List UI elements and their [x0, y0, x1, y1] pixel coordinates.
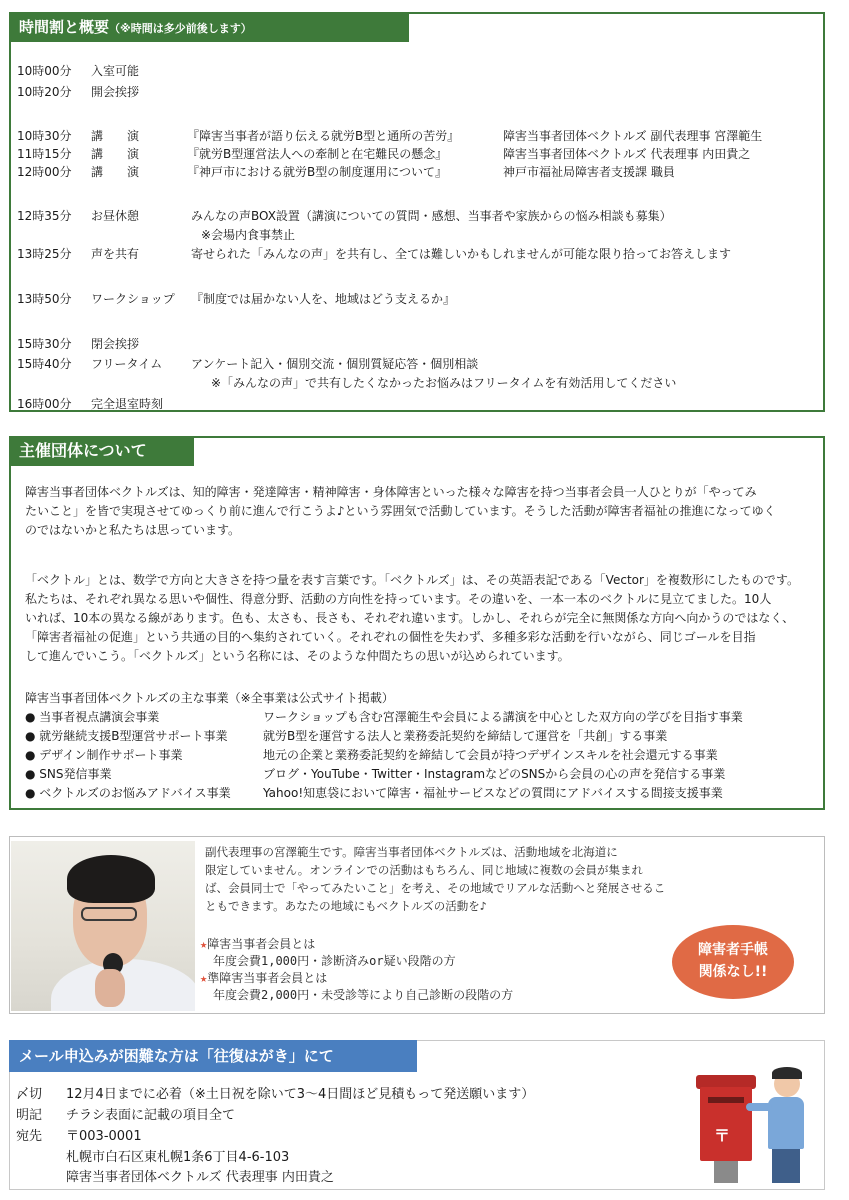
- schedule-time: 15時30分: [17, 337, 72, 351]
- schedule-item: 講 演: [91, 165, 140, 179]
- person-legs: [772, 1149, 800, 1183]
- about-section: [9, 436, 825, 810]
- schedule-title: 時間割と概要: [19, 18, 110, 36]
- mail-title: メール申込みが困難な方は「往復はがき」にて: [19, 1047, 334, 1065]
- about-paragraph-1: [25, 483, 815, 540]
- schedule-item: 開会挨拶: [91, 85, 140, 99]
- schedule-speaker: 障害当事者団体ベクトルズ 代表理事 内田貴之: [503, 147, 751, 161]
- schedule-time: 12時00分: [17, 165, 72, 179]
- about-p1-line: たいこと」を皆で実現させてゆっくり前に進んで行こうよ♪という雰囲気で活動しています。そうした活動が障害者福祉の推進になってゆく: [25, 504, 776, 518]
- schedule-item: 声を共有: [91, 247, 140, 261]
- mail-value: チラシ表面に記載の項目全て: [66, 1108, 236, 1123]
- schedule-item: ワークショップ: [91, 292, 175, 306]
- star-icon: ★: [200, 971, 208, 985]
- about-p1-line: 障害当事者団体ベクトルズは、知的障害・発達障害・精神障害・身体障害といった様々な障害を持つ当事者会員一人ひとりが「やってみ: [25, 485, 757, 499]
- postbox-stand: [714, 1161, 738, 1183]
- mail-header: [9, 1040, 417, 1072]
- service-name: ● デザイン制作サポート事業: [25, 748, 183, 762]
- about-paragraph-2: [25, 571, 815, 666]
- postbox-body: [700, 1087, 752, 1161]
- schedule-item: 講 演: [91, 147, 140, 161]
- schedule-item: お昼休憩: [91, 209, 140, 223]
- schedule-time: 13時25分: [17, 247, 72, 261]
- service-desc: 就労B型を運営する法人と業務委託契約を締結して運営を「共創」する事業: [263, 729, 668, 743]
- address-line-2: 障害当事者団体ベクトルズ 代表理事 内田貴之: [66, 1170, 334, 1185]
- member2-desc: 年度会費2,000円・未受診等により自己診断の段階の方: [213, 988, 514, 1002]
- service-name: ● 就労継続支援B型運営サポート事業: [25, 729, 228, 743]
- message-section: [9, 836, 825, 1014]
- member1-title: 障害当事者会員とは: [207, 937, 316, 951]
- post-mark-icon: 〒: [714, 1126, 731, 1145]
- about-title: 主催団体について: [19, 441, 147, 460]
- mail-label: 明記: [16, 1108, 43, 1123]
- badge-line-1: 障害者手帳: [698, 942, 768, 958]
- badge: [672, 925, 794, 999]
- schedule-time: 10時00分: [17, 64, 72, 78]
- mail-section: [9, 1040, 825, 1190]
- service-desc: 地元の企業と業務委託契約を締結して会員が持つデザインスキルを社会還元する事業: [263, 748, 718, 762]
- about-p2-line: 「障害者福祉の促進」という共通の目的へ集約されていく。それぞれの個性を失わず、多種多彩な活動を行いながら、同じゴールを目指: [25, 630, 756, 644]
- schedule-desc: 『就労B型運営法人への牽制と在宅難民の懸念』: [187, 147, 448, 161]
- badge-line-2: 関係なし!!: [698, 964, 768, 980]
- service-name: ● SNS発信事業: [25, 767, 112, 781]
- schedule-time: 16時00分: [17, 397, 72, 411]
- schedule-desc: 『障害当事者が語り伝える就労B型と通所の苦労』: [187, 129, 460, 143]
- service-desc: ワークショップも含む宮澤範生や会員による講演を中心とした双方向の学びを目指す事業: [263, 710, 743, 724]
- schedule-desc: ※会場内食事禁止: [201, 228, 296, 242]
- hair: [67, 855, 155, 903]
- about-p2-line: いれば、10本の異なる線があります。色も、太さも、長さも、それぞれ違います。しかし、それらが完全に無関係な方向へ向かうのではなく、: [25, 611, 795, 625]
- schedule-time: 12時35分: [17, 209, 72, 223]
- schedule-item: 閉会挨拶: [91, 337, 140, 351]
- schedule-item: 入室可能: [91, 64, 140, 78]
- schedule-time: 10時30分: [17, 129, 72, 143]
- star-icon: ★: [200, 937, 208, 951]
- mail-label: 宛先: [16, 1129, 43, 1144]
- schedule-desc: みんなの声BOX設置（講演についての質問・感想、当事者や家族からの悩み相談も募集）: [191, 209, 672, 223]
- postbox-illustration: [690, 1063, 810, 1187]
- schedule-desc: 寄せられた「みんなの声」を共有し、全ては難しいかもしれませんが可能な限り拾ってお答えします: [191, 247, 732, 261]
- schedule-header: [9, 12, 409, 42]
- hand: [95, 969, 125, 1007]
- address-line-1: 札幌市白石区東札幌1条6丁目4-6-103: [66, 1150, 290, 1165]
- service-name: ● 当事者視点講演会事業: [25, 710, 160, 724]
- schedule-speaker: 神戸市福祉局障害者支援課 職員: [503, 165, 675, 179]
- speaker-photo: [11, 841, 195, 1011]
- mail-value: 〒003-0001: [66, 1129, 142, 1144]
- schedule-desc: 『神戸市における就労B型の制度運用について』: [187, 165, 447, 179]
- person-body: [768, 1097, 804, 1149]
- schedule-speaker: 障害当事者団体ベクトルズ 副代表理事 宮澤範生: [503, 129, 763, 143]
- message-line: ともできます。あなたの地域にもベクトルズの活動を♪: [205, 899, 487, 913]
- message-line: 副代表理事の宮澤範生です。障害当事者団体ベクトルズは、活動地域を北海道に: [205, 845, 618, 859]
- about-p1-line: のではないかと私たちは思っています。: [25, 523, 241, 537]
- message-text: [205, 843, 817, 915]
- member1-desc: 年度会費1,000円・診断済みor疑い段階の方: [213, 954, 456, 968]
- person-arm: [746, 1103, 772, 1111]
- schedule-item: 完全退室時刻: [91, 397, 164, 411]
- schedule-time: 10時20分: [17, 85, 72, 99]
- schedule-time: 11時15分: [17, 147, 72, 161]
- service-desc: Yahoo!知恵袋において障害・福祉サービスなどの質問にアドバイスする間接支援事業: [263, 786, 723, 800]
- service-desc: ブログ・YouTube・Twitter・InstagramなどのSNSから会員の心の声を発信する事業: [263, 767, 726, 781]
- schedule-desc: 『制度では届かない人を、地域はどう支えるか』: [191, 292, 456, 306]
- schedule-desc: アンケート記入・個別交流・個別質疑応答・個別相談: [191, 357, 479, 371]
- about-header: [9, 436, 194, 466]
- schedule-item: 講 演: [91, 129, 140, 143]
- services-title: 障害当事者団体ベクトルズの主な事業（※全事業は公式サイト掲載）: [25, 691, 394, 705]
- schedule-item: フリータイム: [91, 357, 163, 371]
- schedule-time: 13時50分: [17, 292, 72, 306]
- postbox-slot: [708, 1097, 744, 1103]
- message-line: 限定していません。オンラインでの活動はもちろん、同じ地域に複数の会員が集まれ: [205, 863, 644, 877]
- message-line: ば、会員同士で「やってみたいこと」を考え、その地域でリアルな活動へと発展させるこ: [205, 881, 666, 895]
- member2-title: 準障害当事者会員とは: [207, 971, 328, 985]
- about-p2-line: 私たちは、それぞれ異なる思いや個性、得意分野、活動の方向性を持っています。その違いを、一本一本のベクトルに見立てました。10人: [25, 592, 772, 606]
- about-p2-line: して進んでいこう。「ベクトルズ」という名称には、そのような仲間たちの思いが込められています。: [25, 649, 570, 663]
- person-hair: [772, 1067, 802, 1079]
- schedule-section: [9, 12, 825, 412]
- schedule-title-note: （※時間は多少前後します）: [109, 22, 252, 35]
- service-name: ● ベクトルズのお悩みアドバイス事業: [25, 786, 231, 800]
- about-p2-line: 「ベクトル」とは、数学で方向と大きさを持つ量を表す言葉です。「ベクトルズ」は、その英語表記である「Vector」を複数形にしたものです。: [25, 573, 799, 587]
- schedule-time: 15時40分: [17, 357, 72, 371]
- membership-info: [200, 936, 670, 1004]
- glasses: [81, 907, 137, 921]
- mail-value: 12月4日までに必着（※土日祝を除いて3〜4日間ほど見積もって発送願います）: [66, 1087, 535, 1102]
- mail-label: 〆切: [16, 1087, 43, 1102]
- schedule-desc: ※「みんなの声」で共有したくなかったお悩みはフリータイムを有効活用してください: [211, 376, 677, 390]
